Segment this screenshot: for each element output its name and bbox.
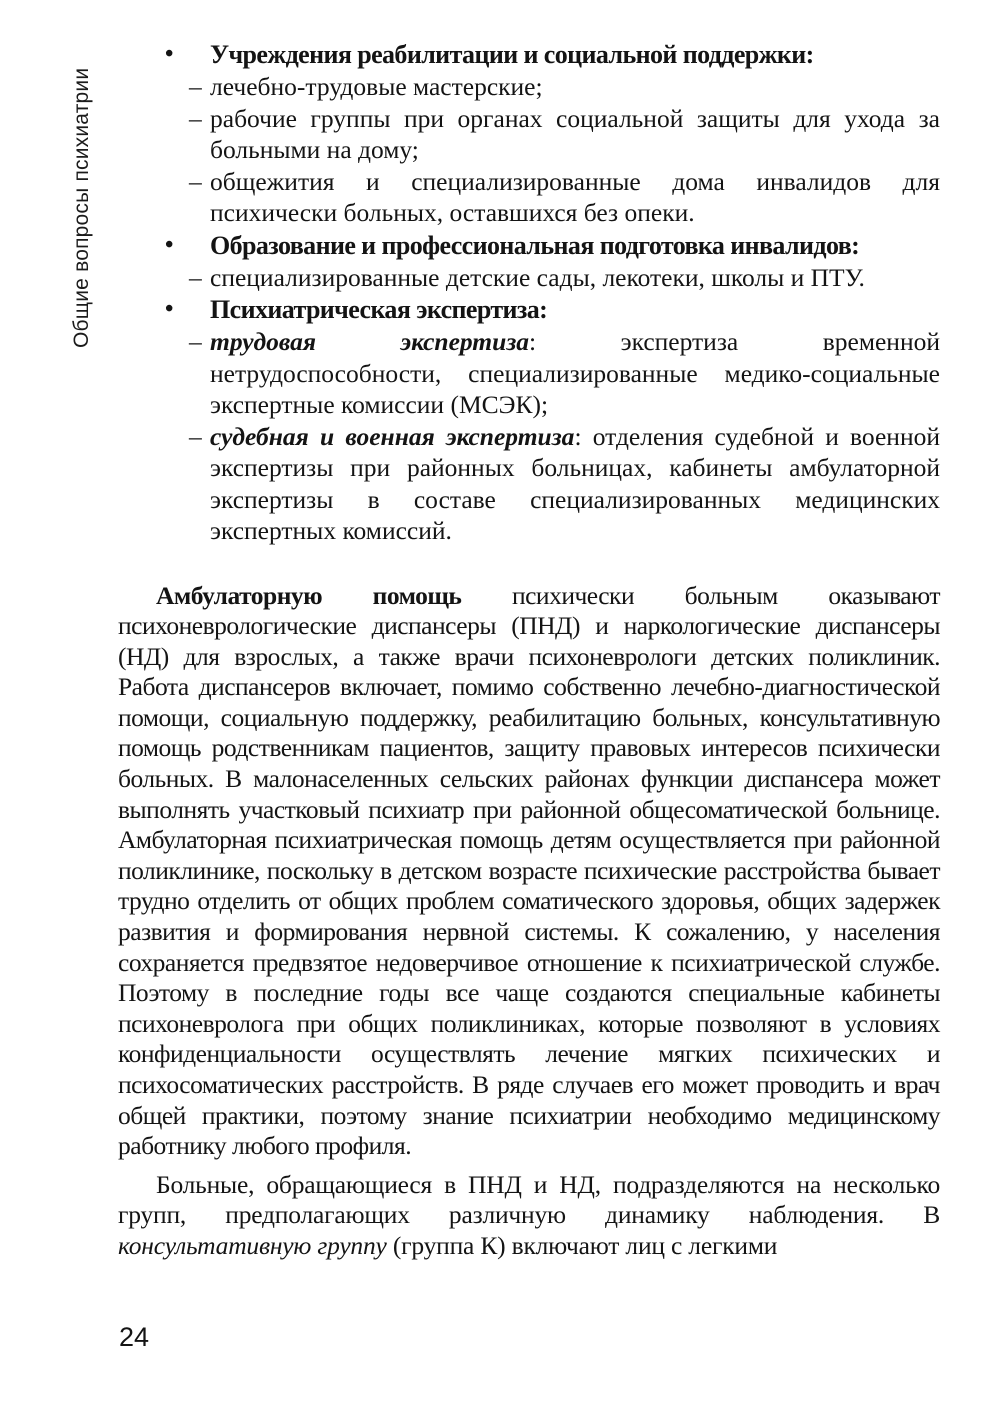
page-body [118,38,940,1262]
section-heading [118,229,940,262]
page-number: 24 [119,1322,150,1352]
paragraph-outpatient-care [118,581,940,1162]
heading-text: Учреждения реабилитации и социальной поддержки: [210,40,814,69]
list-item-text: рабочие группы при органах социальной защиты для ухода за больными на дому; [210,103,940,164]
list-item [118,71,940,103]
paragraph-text: Больные, обращающиеся в ПНД и НД, подразделяются на несколько групп, предполагающих различную динамику наблюдения. В [118,1169,940,1230]
section-education [118,229,940,294]
list-item-text: лечебно-трудовые мастерские; [210,72,543,101]
list-item-text: : экспертиза временной нетрудоспособности, специализированные медико-социальные экспертные комиссии (МСЭК); [210,327,940,419]
list-item-text: специализированные детские сады, лекотеки, школы и ПТУ. [210,262,865,292]
paragraph-text: психически больным оказывают психоневрологические диспансеры (ПНД) и наркологические диспансеры (НД) для взрослых, а также врачи психоневрологи детских поликлиник. Работа диспансеров включает, помимо собственно лечебно-диагностической помощи, социальную поддержку, реабилитацию больных, консультативную помощь родственникам пациентов, защиту правовых интересов психически больных. В малонаселенных сельских районах функции диспансера может выполнять участковый психиатр при районной общесоматической больнице. Амбулаторная психиатрическая помощь детям осуществляется при районной поликлинике, поскольку в детском возрасте психические расстройства бывает трудно отделить от общих проблем соматического здоровья, общих задержек развития и формирования нервной системы. К сожалению, у населения сохраняется предвзятое недоверчивое отношение к психиатрической службе. Поэтому в последние годы все чаще создаются специальные кабинеты психоневролога при общих поликлиниках, которые позволяют в условиях конфиденциальности осуществлять лечение мягких психических и психосоматических расстройств. В ряде случаев его может проводить и врач общей практики, поэтому знание психиатрии необходимо медицинскому работнику любого профиля. [118,580,940,1161]
dash-icon: – [189,421,202,451]
section-expertise [118,293,940,547]
list-item-term: судебная и военная экспертиза [210,421,575,451]
dash-icon: – [189,327,202,356]
paragraph-text: (группа К) включают лиц с легкими [386,1230,778,1260]
list-item [118,103,940,166]
paragraph-lead: Амбулаторную помощь [156,580,462,610]
heading-text: Образование и профессиональная подготовка инвалидов: [210,230,860,260]
list-item-term: трудовая экспертиза [210,327,530,356]
paragraph-italic-term: консультативную группу [118,1230,387,1260]
bullet-icon: • [165,231,173,258]
dash-icon: – [189,262,202,292]
section-heading [118,293,940,326]
running-head: Общие вопросы психиатрии [70,67,93,348]
dash-icon: – [189,72,202,101]
bullet-icon: • [165,296,173,322]
section-heading [118,38,940,71]
section-rehabilitation [118,38,940,229]
list-item [118,326,940,421]
dash-icon: – [189,166,202,196]
list-item-text: общежития и специализированные дома инвалидов для психически больных, оставшихся без опеки. [210,166,940,227]
bullet-icon: • [165,41,173,67]
paragraph-patient-groups [118,1170,940,1262]
heading-text: Психиатрическая экспертиза: [210,295,548,324]
list-item [118,421,940,547]
list-item [118,262,940,294]
list-item [118,166,940,229]
dash-icon: – [189,103,202,133]
list-item-text: : отделения судебной и военной экспертизы при районных больницах, кабинеты амбулаторной экспертизы в составе специализированных медицинских экспертных комиссий. [210,421,940,545]
